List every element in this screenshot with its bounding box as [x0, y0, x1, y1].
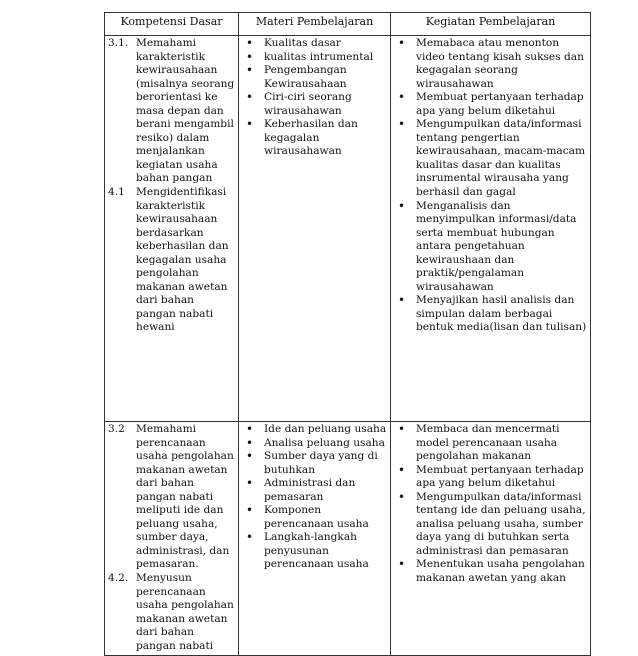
competency-number: 3.1. — [108, 37, 129, 49]
competency-text: Mengidentifikasi karakteristik kewirausahaan berdasarkan keberhasilan dan kegagalan usaha pengolahan makanan awetan dari bahan pangan nabati hewani — [136, 186, 229, 334]
competency-text: Memahami perencanaan usaha pengolahan makanan awetan dari bahan pangan nabati meliputi ide dan peluang usaha, sumber daya, administrasi, dan pemasaran. — [136, 423, 234, 571]
list-item: • Membaca dan mencermati model perencanaan usaha pengolahan makanan — [394, 423, 587, 464]
header-materi-pembelajaran: Materi Pembelajaran — [239, 13, 391, 36]
list-item: • Kualitas dasar — [242, 37, 387, 51]
list-item: • Mengumpulkan data/informasi tentang ide dan peluang usaha, analisa peluang usaha, sumber daya yang di butuhkan serta administrasi dan pemasaran — [394, 491, 587, 559]
activities-list — [394, 37, 587, 335]
competency-number: 4.2. — [108, 572, 129, 585]
competency-text: Memahami karakteristik kewirausahaan (misalnya seorang berorientasi ke masa depan dan berani mengambil resiko) dalam menjalankan kegiatan usaha bahan pangan — [136, 37, 235, 185]
header-kegiatan-pembelajaran: Kegiatan Pembelajaran — [391, 13, 591, 36]
activities-list — [394, 423, 587, 586]
competency-text: Menyusun perencanaan usaha pengolahan makanan awetan dari bahan pangan nabati — [136, 572, 234, 652]
materials-cell — [239, 422, 391, 656]
header-row — [105, 13, 591, 36]
list-item: • Ide dan peluang usaha — [242, 423, 387, 437]
list-item: • Pengembangan Kewirausahaan — [242, 64, 387, 91]
list-item: • Menganalisis dan menyimpulkan informasi/data serta membuat hubungan antara pengetahuan kewiraushaan dan praktik/pengalaman wirausahawan — [394, 200, 587, 295]
list-item: • Menentukan usaha pengolahan makanan awetan yang akan — [394, 558, 587, 585]
competency-number: 3.2 — [108, 423, 125, 435]
list-item: • Sumber daya yang di butuhkan — [242, 450, 387, 477]
curriculum-table — [104, 12, 591, 656]
list-item: • Memabaca atau menonton video tentang kisah sukses dan kegagalan seorang wirausahawan — [394, 37, 587, 91]
list-item: • Mengumpulkan data/informasi tentang pengertian kewirausahaan, macam-macam kualitas dasar dan kualitas insrumental wirausaha yang berhasil dan gagal — [394, 118, 587, 199]
competency-item — [108, 423, 235, 572]
activities-cell — [391, 422, 591, 656]
table-row — [105, 422, 591, 656]
competency-item — [108, 37, 235, 186]
list-item: • Keberhasilan dan kegagalan wirausahawan — [242, 118, 387, 159]
list-item: • Komponen perencanaan usaha — [242, 504, 387, 531]
competency-cell — [105, 36, 239, 422]
list-item: • kualitas intrumental — [242, 51, 387, 65]
table-row — [105, 36, 591, 422]
list-item: • Administrasi dan pemasaran — [242, 477, 387, 504]
materials-cell — [239, 36, 391, 422]
activities-cell — [391, 36, 591, 422]
competency-item — [108, 186, 235, 335]
materials-list — [242, 423, 387, 572]
list-item: • Membuat pertanyaan terhadap apa yang belum diketahui — [394, 464, 587, 491]
list-item: • Langkah-langkah penyusunan perencanaan usaha — [242, 531, 387, 572]
list-item: • Membuat pertanyaan terhadap apa yang belum diketahui — [394, 91, 587, 118]
competency-item — [108, 572, 235, 653]
list-item: • Ciri-ciri seorang wirausahawan — [242, 91, 387, 118]
competency-number: 4.1 — [108, 186, 125, 199]
materials-list — [242, 37, 387, 159]
list-item: • Menyajikan hasil analisis dan simpulan dalam berbagai bentuk media(lisan dan tulisan) — [394, 294, 587, 335]
list-item: • Analisa peluang usaha — [242, 437, 387, 451]
competency-cell — [105, 422, 239, 656]
header-kompetensi-dasar: Kompetensi Dasar — [105, 13, 239, 36]
